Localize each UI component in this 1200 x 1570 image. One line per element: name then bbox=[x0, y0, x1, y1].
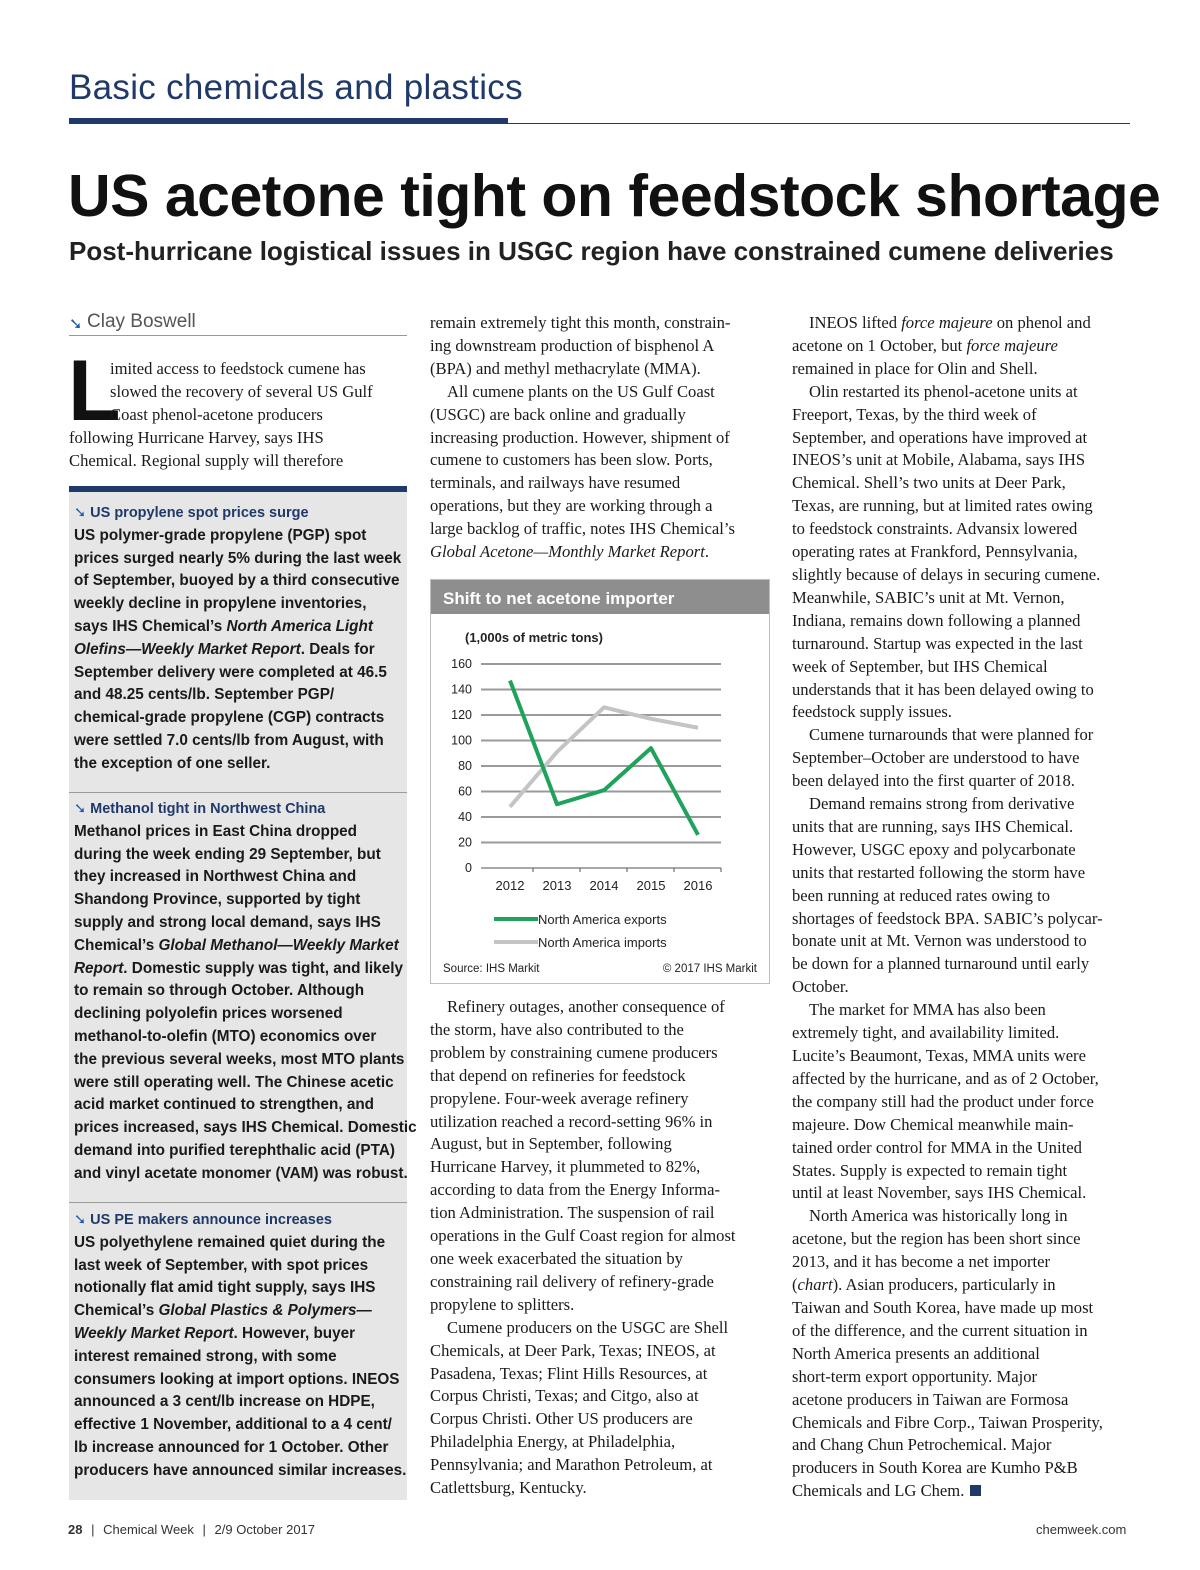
sidebar-line: producers have announced similar increases. bbox=[74, 1461, 407, 1479]
sidebar-line: the exception of one seller. bbox=[74, 754, 271, 772]
body-line: cumene to customers has been slow. Ports, bbox=[430, 450, 713, 470]
byline-author: Clay Boswell bbox=[87, 311, 196, 332]
sidebar-line: prices surged nearly 5% during the last week bbox=[74, 549, 402, 567]
sidebar-item-methanol bbox=[74, 798, 417, 1186]
chart-y-tick: 160 bbox=[451, 657, 472, 671]
body-line: Pasadena, Texas; Flint Hills Resources, at bbox=[430, 1363, 708, 1383]
sidebar-line: last week of September, with spot prices bbox=[74, 1256, 369, 1274]
body-line: August, but in September, following bbox=[430, 1134, 672, 1154]
issue-date: 2/9 October 2017 bbox=[214, 1522, 316, 1537]
body-line: been delayed into the first quarter of 2018. bbox=[792, 771, 1075, 791]
body-line: North America was historically long in bbox=[809, 1206, 1068, 1226]
sidebar-line: the previous several weeks, most MTO plants bbox=[74, 1050, 405, 1068]
sidebar-line: September delivery were completed at 46.5 bbox=[74, 663, 387, 681]
publication-name: Chemical Week bbox=[103, 1522, 194, 1537]
body-line: producers in South Korea are Kumho P&B bbox=[792, 1458, 1078, 1478]
chart-y-tick: 20 bbox=[458, 835, 472, 850]
chart-x-tick: 2013 bbox=[542, 878, 572, 893]
sidebar-divider bbox=[69, 1202, 407, 1203]
body-line: been running at reduced rates owing to bbox=[792, 885, 1051, 905]
sidebar-line: they increased in Northwest China and bbox=[74, 868, 357, 886]
body-line: of the difference, and the current situation in bbox=[792, 1320, 1088, 1340]
chart-series-line bbox=[510, 681, 698, 835]
sidebar-line: were settled 7.0 cents/lb from August, with bbox=[74, 731, 384, 749]
chart-x-tick: 2012 bbox=[495, 878, 525, 893]
body-line: and Chang Chun Petrochemical. Major bbox=[792, 1435, 1052, 1455]
body-line: units that restarted following the storm have bbox=[792, 862, 1086, 882]
body-line: Catlettsburg, Kentucky. bbox=[430, 1478, 587, 1498]
body-column-3 bbox=[792, 312, 1137, 1503]
chart-plot bbox=[431, 580, 769, 983]
body-line: to feedstock constraints. Advansix lowered bbox=[792, 519, 1078, 539]
sidebar-heading: ➘ US PE makers announce increases bbox=[74, 1212, 332, 1228]
sidebar-heading: ➘ Methanol tight in Northwest China bbox=[74, 801, 326, 817]
headline: US acetone tight on feedstock shortage bbox=[68, 163, 1161, 229]
body-line: 2013, and it has become a net importer bbox=[792, 1252, 1051, 1272]
body-line: INEOS lifted force majeure on phenol and bbox=[809, 313, 1091, 332]
body-line: constraining rail delivery of refinery-grade bbox=[430, 1271, 714, 1291]
body-line: be down for a planned turnaround until early bbox=[792, 954, 1090, 974]
body-line: (chart). Asian producers, particularly in bbox=[792, 1275, 1056, 1295]
site-url: chemweek.com bbox=[1036, 1522, 1127, 1537]
body-line: the company still had the product under force bbox=[792, 1091, 1094, 1111]
sidebar-line: Chemical’s Global Methanol—Weekly Market bbox=[74, 936, 399, 954]
end-mark-icon bbox=[970, 1485, 981, 1496]
intro-line: following Hurricane Harvey, says IHS bbox=[69, 427, 324, 447]
body-line: September–October are understood to have bbox=[792, 748, 1080, 768]
sidebar-line: Weekly Market Report. However, buyer bbox=[74, 1324, 356, 1342]
page-number: 28 bbox=[68, 1522, 83, 1537]
body-line: Demand remains strong from derivative bbox=[809, 794, 1075, 814]
sidebar-line: weekly decline in propylene inventories, bbox=[74, 595, 367, 613]
body-line: until at least November, says IHS Chemical. bbox=[792, 1183, 1087, 1203]
body-line: remained in place for Olin and Shell. bbox=[792, 358, 1038, 378]
body-line: slightly because of delays in securing cumene. bbox=[792, 564, 1101, 584]
sidebar-line: Methanol prices in East China dropped bbox=[74, 822, 358, 840]
chart-units-label: (1,000s of metric tons) bbox=[465, 630, 603, 645]
sidebar-line: acid market continued to strengthen, and bbox=[74, 1096, 375, 1114]
body-line: (USGC) are back online and gradually bbox=[430, 404, 686, 424]
body-line: shortages of feedstock BPA. SABIC’s polycar- bbox=[792, 908, 1103, 928]
body-line: acetone producers in Taiwan are Formosa bbox=[792, 1389, 1069, 1409]
body-line: Freeport, Texas, by the third week of bbox=[792, 404, 1037, 424]
byline-rule bbox=[69, 335, 407, 336]
sidebar-line: and 48.25 cents/lb. September PGP/ bbox=[74, 686, 335, 704]
chart-y-tick: 0 bbox=[465, 861, 472, 875]
chart-legend-label: North America exports bbox=[538, 912, 667, 927]
intro-paragraph bbox=[68, 343, 409, 473]
page-footer bbox=[68, 1522, 315, 1537]
body-line: affected by the hurricane, and as of 2 October, bbox=[792, 1068, 1099, 1088]
sidebar-line: Olefins—Weekly Market Report. Deals for bbox=[74, 640, 375, 658]
body-line: majeure. Dow Chemical meanwhile main- bbox=[792, 1114, 1074, 1134]
sidebar-line: were still operating well. The Chinese acetic bbox=[74, 1073, 394, 1091]
body-line: All cumene plants on the US Gulf Coast bbox=[447, 381, 715, 401]
body-line: States. Supply is expected to remain tight bbox=[792, 1160, 1068, 1180]
section-rule-thin bbox=[508, 123, 1130, 124]
sidebar-line: and vinyl acetate monomer (VAM) was robust. bbox=[74, 1164, 408, 1182]
chart-y-tick: 140 bbox=[451, 682, 472, 697]
chart-legend-label: North America imports bbox=[538, 935, 667, 950]
footer-separator: | bbox=[91, 1522, 95, 1537]
sidebar-line: lb increase announced for 1 October. Other bbox=[74, 1438, 389, 1456]
sidebar-item-pe bbox=[74, 1209, 407, 1483]
sidebar-heading: ➘ US propylene spot prices surge bbox=[74, 505, 309, 521]
body-line: Global Acetone—Monthly Market Report. bbox=[430, 542, 709, 562]
body-line: Meanwhile, SABIC’s unit at Mt. Vernon, bbox=[792, 587, 1065, 607]
sidebar-line: supply and strong local demand, says IHS bbox=[74, 913, 381, 931]
intro-line: slowed the recovery of several US Gulf bbox=[110, 381, 373, 401]
intro-line: imited access to feedstock cumene has bbox=[110, 359, 366, 378]
intro-line: Coast phenol-acetone producers bbox=[110, 404, 323, 424]
section-title: Basic chemicals and plastics bbox=[69, 68, 523, 107]
sidebar-line: demand into purified terephthalic acid (PTA) bbox=[74, 1141, 395, 1159]
body-line: Olin restarted its phenol-acetone units at bbox=[809, 381, 1078, 401]
body-line: Refinery outages, another consequence of bbox=[447, 997, 725, 1016]
body-line: units that are running, says IHS Chemical. bbox=[792, 816, 1074, 836]
body-line: (BPA) and methyl methacrylate (MMA). bbox=[430, 358, 701, 378]
body-line: week of September, but IHS Chemical bbox=[792, 656, 1048, 676]
body-line: tained order control for MMA in the United bbox=[792, 1137, 1082, 1157]
chart-y-tick: 40 bbox=[458, 810, 472, 824]
body-line: large backlog of traffic, notes IHS Chemical’s bbox=[430, 519, 735, 539]
chart-title: Shift to net acetone importer bbox=[431, 580, 769, 614]
body-line: Chemicals and Fibre Corp., Taiwan Prosperity, bbox=[792, 1412, 1103, 1432]
body-line: one week exacerbated the situation by bbox=[430, 1248, 683, 1268]
body-line: extremely tight, and availability limited. bbox=[792, 1023, 1060, 1043]
body-column-2-bottom bbox=[430, 996, 775, 1500]
sidebar-line: says IHS Chemical’s North America Light bbox=[74, 617, 373, 635]
sidebar-line: Shandong Province, supported by tight bbox=[74, 891, 361, 909]
chart-y-tick: 60 bbox=[458, 784, 472, 799]
body-line: increasing production. However, shipment of bbox=[430, 427, 730, 447]
body-line: Taiwan and South Korea, have made up most bbox=[792, 1297, 1094, 1317]
drop-cap: L bbox=[68, 343, 121, 439]
section-rule-thick bbox=[69, 118, 508, 124]
body-line: However, USGC epoxy and polycarbonate bbox=[792, 839, 1076, 859]
sidebar-line: consumers looking at import options. INEOS bbox=[74, 1370, 400, 1388]
body-line: remain extremely tight this month, constrain- bbox=[430, 313, 731, 332]
body-line: Philadelphia Energy, at Philadelphia, bbox=[430, 1432, 676, 1452]
body-line: Chemical. Shell’s two units at Deer Park, bbox=[792, 473, 1066, 493]
chart-x-tick: 2014 bbox=[589, 878, 619, 893]
body-line: Texas, are running, but at limited rates owing bbox=[792, 496, 1093, 516]
sidebar-line: effective 1 November, additional to a 4 cent/ bbox=[74, 1416, 392, 1434]
body-line: operating rates at Frankford, Pennsylvania, bbox=[792, 542, 1078, 562]
deck: Post-hurricane logistical issues in USGC region have constrained cumene deliveries bbox=[69, 236, 1114, 266]
body-line: Chemicals, at Deer Park, Texas; INEOS, at bbox=[430, 1340, 716, 1360]
body-line: terminals, and railways have resumed bbox=[430, 473, 681, 493]
sidebar-divider bbox=[69, 792, 407, 793]
body-line: Hurricane Harvey, it plummeted to 82%, bbox=[430, 1157, 701, 1177]
acetone-chart bbox=[430, 579, 770, 984]
body-line: Cumene producers on the USGC are Shell bbox=[447, 1317, 729, 1337]
sidebar-line: methanol-to-olefin (MTO) economics over bbox=[74, 1027, 377, 1045]
body-line: turnaround. Startup was expected in the last bbox=[792, 633, 1083, 653]
sidebar-item-propylene bbox=[74, 502, 404, 776]
body-line: Indiana, remains down following a planned bbox=[792, 610, 1081, 630]
body-line: North America presents an additional bbox=[792, 1343, 1040, 1363]
chart-copyright: © 2017 IHS Markit bbox=[662, 963, 757, 975]
chart-source: Source: IHS Markit bbox=[443, 963, 540, 975]
body-line: propylene. Four-week average refinery bbox=[430, 1088, 689, 1108]
intro-line: Chemical. Regional supply will therefore bbox=[69, 450, 344, 470]
body-line: The market for MMA has also been bbox=[809, 1000, 1046, 1020]
body-line: October. bbox=[792, 977, 849, 997]
sidebar-line: announced a 3 cent/lb increase on HDPE, bbox=[74, 1393, 375, 1411]
chart-y-tick: 120 bbox=[451, 708, 472, 722]
sidebar-line: during the week ending 29 September, but bbox=[74, 845, 381, 863]
body-line: Pennsylvania; and Marathon Petroleum, at bbox=[430, 1455, 713, 1475]
body-line: propylene to splitters. bbox=[430, 1294, 575, 1314]
body-line: operations in the Gulf Coast region for almost bbox=[430, 1226, 736, 1246]
body-line: acetone, but the region has been short since bbox=[792, 1229, 1081, 1249]
body-line: short-term export opportunity. Major bbox=[792, 1366, 1038, 1386]
arrow-icon: ➘ bbox=[69, 316, 83, 333]
body-line: utilization reached a record-setting 96% in bbox=[430, 1111, 713, 1131]
body-line: problem by constraining cumene producers bbox=[430, 1042, 718, 1062]
body-line: Chemicals and LG Chem. bbox=[792, 1480, 1137, 1503]
arrow-icon: ➘ bbox=[74, 505, 87, 521]
body-line: according to data from the Energy Informa- bbox=[430, 1180, 720, 1200]
chart-y-tick: 100 bbox=[451, 733, 472, 748]
body-line: that depend on refineries for feedstock bbox=[430, 1065, 686, 1085]
sidebar-line: US polymer-grade propylene (PGP) spot bbox=[74, 526, 367, 544]
chart-y-tick: 80 bbox=[458, 759, 472, 773]
footer-separator: | bbox=[202, 1522, 206, 1537]
chart-x-tick: 2016 bbox=[683, 878, 713, 893]
body-line: Cumene turnarounds that were planned for bbox=[809, 725, 1094, 745]
body-column-2-top bbox=[430, 312, 775, 564]
sidebar-line: to remain so through October. Although bbox=[74, 982, 365, 1000]
sidebar-line: declining polyolefin prices worsened bbox=[74, 1005, 343, 1023]
body-line: Lucite’s Beaumont, Texas, MMA units were bbox=[792, 1046, 1086, 1065]
body-line: the storm, have also contributed to the bbox=[430, 1019, 684, 1039]
sidebar-line: prices increased, says IHS Chemical. Domestic bbox=[74, 1119, 417, 1137]
sidebar-line: notionally flat amid tight supply, says IHS bbox=[74, 1279, 376, 1297]
arrow-icon: ➘ bbox=[74, 801, 87, 817]
sidebar-line: interest remained strong, with some bbox=[74, 1347, 337, 1365]
body-line: Corpus Christi, Texas; and Citgo, also at bbox=[430, 1386, 699, 1406]
body-line: understands that it has been delayed owing to bbox=[792, 679, 1094, 699]
arrow-icon: ➘ bbox=[74, 1212, 87, 1228]
body-line: bonate unit at Mt. Vernon was understood to bbox=[792, 931, 1087, 951]
sidebar-line: Report. Domestic supply was tight, and likely bbox=[74, 959, 403, 977]
body-line: Corpus Christi. Other US producers are bbox=[430, 1409, 693, 1429]
body-line: INEOS’s unit at Mobile, Alabama, says IHS bbox=[792, 450, 1086, 470]
sidebar-line: chemical-grade propylene (CGP) contracts bbox=[74, 709, 385, 727]
body-line: tion Administration. The suspension of rail bbox=[430, 1203, 715, 1223]
news-sidebar bbox=[69, 486, 417, 1500]
sidebar-line: of September, buoyed by a third consecutive bbox=[74, 572, 400, 590]
body-line: acetone on 1 October, but force majeure bbox=[792, 335, 1058, 355]
sidebar-line: Chemical’s Global Plastics & Polymers— bbox=[74, 1302, 372, 1320]
sidebar-line: US polyethylene remained quiet during the bbox=[74, 1233, 386, 1251]
body-line: ing downstream production of bisphenol A bbox=[430, 335, 715, 355]
chart-x-tick: 2015 bbox=[636, 878, 666, 893]
body-line: feedstock supply issues. bbox=[792, 702, 952, 722]
body-line: September, and operations have improved at bbox=[792, 427, 1088, 447]
body-line: operations, but they are working through a bbox=[430, 496, 713, 516]
